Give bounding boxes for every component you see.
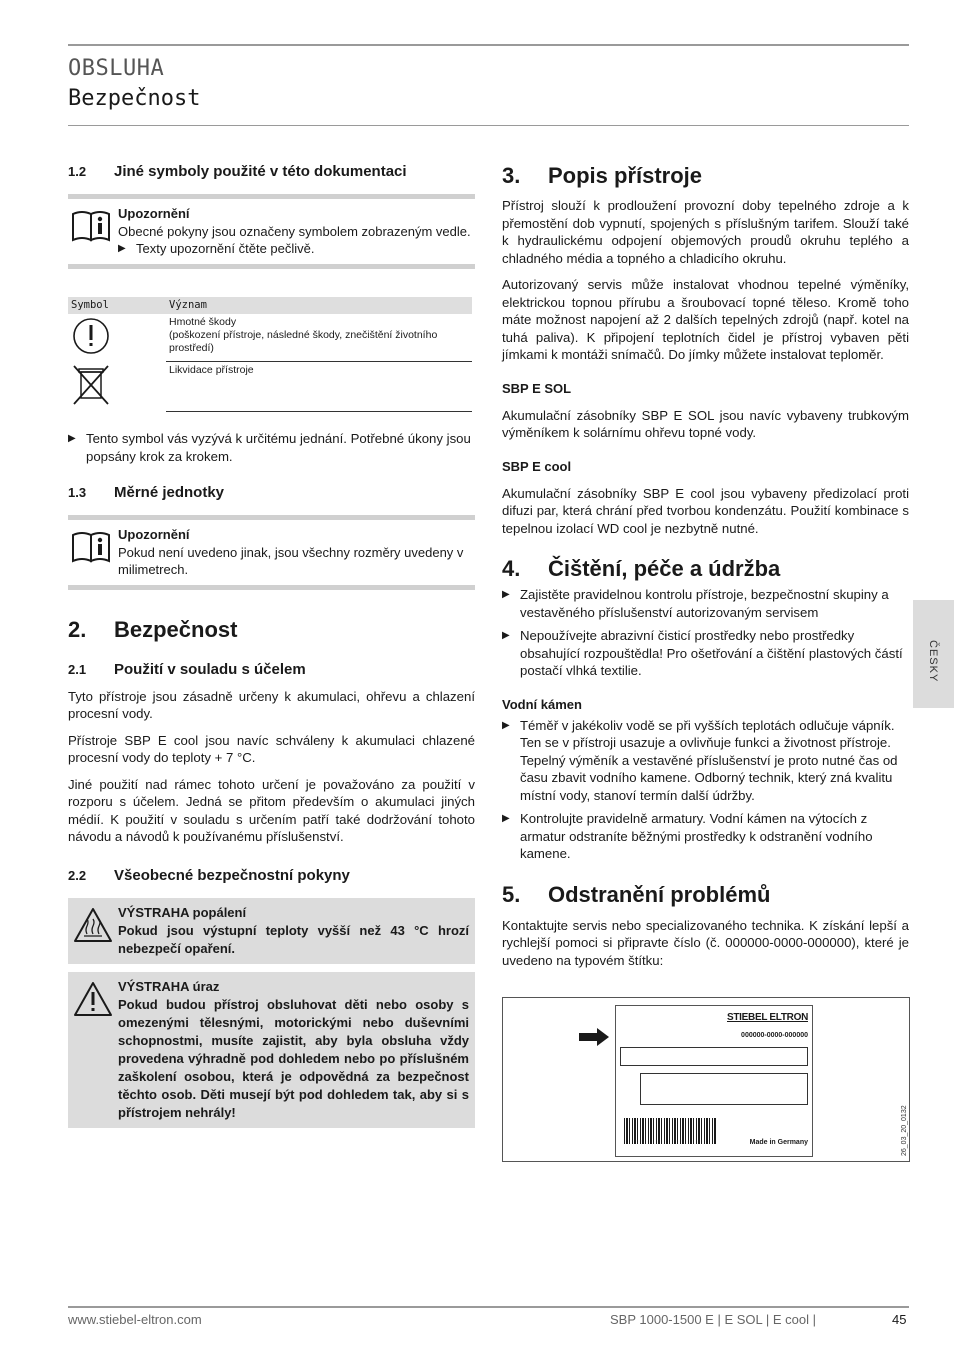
manual-info-icon <box>70 209 114 243</box>
hot-surface-warning-icon <box>72 906 114 944</box>
sec21-p1: Tyto přístroje jsou zásadně určeny k akumulaci, ohřevu a chlazení procesní vody. <box>68 688 475 721</box>
cool-heading: SBP E cool <box>502 458 572 474</box>
footer-model: SBP 1000-1500 E | E SOL | E cool | <box>610 1312 816 1327</box>
note-bullet: ▶ Texty upozornění čtěte pečlivě. <box>118 240 471 258</box>
warning-injury <box>68 972 475 1128</box>
note-title: Upozornění <box>118 527 190 542</box>
warning-title: VÝSTRAHA popálení <box>118 904 247 920</box>
warning-burn <box>68 898 475 964</box>
language-tab: ČESKY <box>913 600 954 708</box>
cool-text: Akumulační zásobníky SBP E cool jsou vybaveny předizolací proti difuzi par, která chrání před tvorbou kondenzátu. Použití kombinace s tepelnou izolací WD cool je nezbytně nutné. <box>502 485 909 536</box>
figure-code: 26_03_20_0132 <box>901 1105 908 1156</box>
exclamation-circle-icon <box>71 316 111 356</box>
col-symbol: Symbol <box>68 297 166 314</box>
sec13-heading: 1.3 Měrné jednotky <box>68 484 225 501</box>
note-text: Pokud není uvedeno jinak, jsou všechny rozměry uvedeny v milimetrech. <box>118 544 464 577</box>
warning-text: Pokud jsou výstupní teploty vyšší než 43 °C hrozí nebezpečí opaření. <box>118 922 469 956</box>
col-meaning: Význam <box>166 297 472 314</box>
warning-text: Pokud budou přístroj obsluhovat děti nebo osoby s omezenými tělesnými, motorickými nebo duševními schopnostmi, musíte zajistit, aby byla obsluha vždy provedena výhradně pod dohledem nebo po příslušném zaškolení osobou, která je odpovědná za bezpečnost těchto osob. Děti musejí být pod dohledem tak, aby si s přístrojem nehrály! <box>118 996 469 1120</box>
plate-field-2 <box>640 1073 808 1105</box>
meaning-cell: Likvidace přístroje <box>166 362 472 412</box>
sec22-heading: 2.2 Všeobecné bezpečnostní pokyny <box>68 866 350 884</box>
symbol-cell <box>68 362 166 412</box>
type-plate-figure <box>502 997 910 1162</box>
care-bullet: ▶ Nepoužívejte abrazivní čisticí prostředky nebo prostředky obsahující rozpouštědla! Pro ošetřování a čištění plastových částí postačí vlhká textilie. <box>502 627 909 680</box>
barcode <box>624 1118 716 1144</box>
footer-rule <box>68 1306 909 1308</box>
note-box-units <box>68 515 475 590</box>
scale-bullet: ▶ Téměř v jakékoliv vodě se při vyšších teplotách odlučuje vápník. Ten se v přístroji usazuje a ovlivňuje funkci a životnost přístroje. Tepelný výměník a vestavěné příslušenství je proto nutné čas od času zbavit vodního kamene. Odborný technik, který zná kvalitu místní vody, stanoví termín další údržby. <box>502 717 909 805</box>
warning-title: VÝSTRAHA úraz <box>118 978 220 994</box>
footer-url: www.stiebel-eltron.com <box>68 1312 202 1327</box>
general-warning-icon <box>72 980 114 1018</box>
care-bullet: ▶ Zajistěte pravidelnou kontrolu přístroje, bezpečnostní skupiny a vestavěného příslušenství autorizovaným servisem <box>502 586 909 621</box>
meaning-cell: Hmotné škody (poškození přístroje, následné škody, znečištění životního prostředí) <box>166 314 472 362</box>
header-top-rule <box>68 44 909 46</box>
sec2-heading: 2. Bezpečnost <box>68 616 238 642</box>
sec4-heading: 4. Čištění, péče a údržba <box>502 556 781 581</box>
made-in: Made in Germany <box>749 1139 808 1146</box>
sec5-heading: 5. Odstranění problémů <box>502 881 771 907</box>
crossed-bin-icon <box>71 364 111 406</box>
left-column <box>68 162 475 1128</box>
header-section: OBSLUHA <box>68 56 165 81</box>
page-number: 45 <box>892 1312 907 1327</box>
plate-number: 000000-0000-000000 <box>741 1032 808 1039</box>
plate-field-1 <box>620 1047 808 1066</box>
manual-info-icon <box>70 530 114 564</box>
symbol-cell <box>68 314 166 362</box>
note-title: Upozornění <box>118 206 190 221</box>
brand-logo: STIEBEL ELTRON <box>727 1012 808 1023</box>
scale-bullet: ▶ Kontrolujte pravidelně armatury. Vodní kámen na výtocích z armatur odstraníte běžnými prostředky k odstranění vodního kamene. <box>502 810 909 863</box>
sol-heading: SBP E SOL <box>502 380 572 396</box>
symbol-table <box>68 297 472 413</box>
action-bullet: ▶ Tento symbol vás vyzývá k určitému jednání. Potřebné úkony jsou popsány krok za krokem. <box>68 430 475 465</box>
sec21-p2: Přístroje SBP E cool jsou navíc schváleny k akumulaci chlazené procesní vody do teploty + 7 °C. <box>68 732 475 765</box>
sec5-p1: Kontaktujte servis nebo specializovaného technika. K získání lepší a rychlejší pomoci si připravte číslo (č. 000000-0000-000000), které je uvedeno na typovém štítku: <box>502 917 909 968</box>
sol-text: Akumulační zásobníky SBP E SOL jsou navíc vybaveny trubkovým výměníkem k solárnímu ohřevu topné vody. <box>502 407 909 440</box>
sec3-heading: 3. Popis přístroje <box>502 163 703 188</box>
sec12-heading: 1.2 Jiné symboly použité v této dokumentaci <box>68 163 407 180</box>
type-plate <box>615 1005 813 1157</box>
arrow-right-icon <box>577 1026 611 1048</box>
right-column <box>502 162 909 969</box>
sec21-heading: 2.1 Použití v souladu s účelem <box>68 660 306 678</box>
sec3-p2: Autorizovaný servis může instalovat vhodnou tepelné výměníky, elektrickou topnou přírubu a šroubovací topné těleso. Kromě toho máte možnost napojení až 2 dalších tepelných zdrojů (např. kotel na tuhá paliva). K připojení teplotních čidel je přístroj vybaven pěti jímkami k montáži snímačů. Do jímky můžete instalovat teploměr. <box>502 277 909 362</box>
sec3-p1: Přístroj slouží k prodloužení provozní doby tepelného zdroje a k přemostění dob vypnutí, spojených s příslušným tarifem. Slouží také k hydraulickému odpojení objemových proudů okruhu teplého a chladného média a topného a chladicího okruhu. <box>502 198 909 266</box>
header-title: Bezpečnost <box>68 86 201 111</box>
sec21-p3: Jiné použití nad rámec tohoto určení je považováno za použití v rozporu s účelem. Jedná se přitom především o akumulaci jiných médií. K použití v souladu s určením patří také dodržování tohoto návodu a návodů k používanému příslušenství. <box>68 776 475 844</box>
note-text: Obecné pokyny jsou označeny symbolem zobrazeným vedle. <box>118 223 471 239</box>
scale-heading: Vodní kámen <box>502 696 582 712</box>
note-box-symbols <box>68 194 475 269</box>
header-bottom-rule <box>68 125 909 126</box>
